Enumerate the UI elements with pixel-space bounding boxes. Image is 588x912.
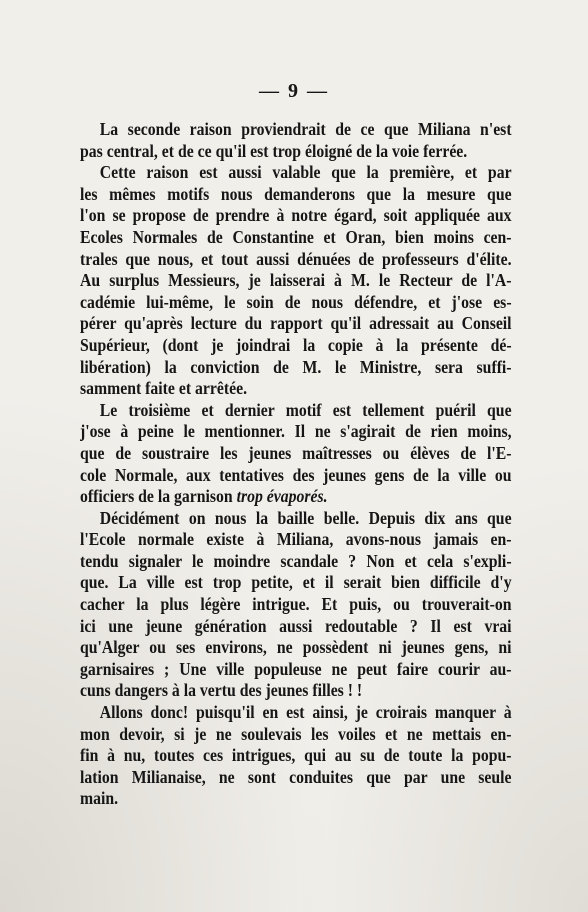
text-line-content: cole Normale, aux tentatives des jeunes gens de la ville ou: [80, 464, 512, 485]
text-line: [80, 702, 512, 724]
text-line-content: Décidément on nous la baille belle. Depuis dix ans que: [99, 507, 512, 528]
text-line-content: j'ose à peine le mentionner. Il ne s'agirait de rien moins,: [80, 421, 512, 442]
text-line-content: cacher la plus légère intrigue. Et puis, ou trouverait-on: [80, 594, 512, 615]
text-line-content: Cette raison est aussi valable que la première, et par: [99, 162, 512, 183]
text-line-content: officiers de la garnison: [80, 486, 233, 507]
text-line: [80, 767, 512, 789]
text-line-content: libération) la conviction de M. le Ministre, sera suffi-: [80, 356, 512, 377]
text-line: [80, 162, 512, 184]
text-line-content: l'Ecole normale existe à Miliana, avons-nous jamais en-: [80, 529, 512, 550]
text-line: [80, 594, 512, 616]
text-line-content: trales que nous, et tout aussi dénuées de professeurs d'élite.: [80, 248, 512, 269]
text-line: [80, 400, 512, 422]
text-line: [80, 270, 512, 292]
text-line: [80, 465, 512, 487]
text-line-content: l'on se propose de prendre à notre égard, soit appliquée aux: [80, 205, 512, 226]
text-line: [80, 529, 512, 551]
text-line-content: Allons donc! puisqu'il en est ainsi, je croirais manquer à: [99, 702, 512, 723]
text-line-content: Le troisième et dernier motif est tellement puéril que: [99, 399, 512, 420]
text-line: [80, 378, 512, 400]
text-line-content: pérer qu'après lecture du rapport qu'il adressait au Conseil: [80, 313, 512, 334]
text-line: [80, 551, 512, 573]
text-line: [80, 184, 512, 206]
text-line-content: pas central, et de ce qu'il est trop éloigné de la voie ferrée.: [80, 140, 468, 161]
text-line: [80, 637, 512, 659]
text-line-content: fin à nu, toutes ces intrigues, qui au su de toute la popu-: [80, 745, 512, 766]
text-line: [80, 292, 512, 314]
text-line-content: samment faite et arrêtée.: [80, 378, 248, 399]
text-line: [80, 724, 512, 746]
text-line: [80, 659, 512, 681]
text-line-content: main.: [80, 788, 119, 809]
page-number: — 9 —: [259, 80, 329, 102]
text-line-content: La seconde raison proviendrait de ce que Miliana n'est: [99, 119, 512, 139]
text-line: [80, 249, 512, 271]
text-line-content: les mêmes motifs nous demanderons que la mesure que: [80, 183, 512, 204]
text-line: [80, 508, 512, 530]
text-line: [80, 335, 512, 357]
text-line-content: tendu signaler le moindre scandale ? Non et cela s'expli-: [80, 550, 512, 571]
text-line-content: cuns dangers à la vertu des jeunes filles ! !: [80, 680, 363, 701]
text-line: [80, 421, 512, 443]
text-line: [80, 141, 512, 163]
text-line-content: qu'Alger ou ses environs, ne possèdent ni jeunes gens, ni: [80, 637, 512, 658]
text-line-content: Supérieur, (dont je joindrai la copie à la présente dé-: [80, 334, 512, 355]
text-line: [80, 119, 512, 141]
text-line-content: ici une jeune génération aussi redoutable ? Il est vrai: [80, 615, 512, 636]
body-text: [80, 119, 512, 810]
text-line: [80, 357, 512, 379]
text-line: [80, 227, 512, 249]
text-line: [80, 313, 512, 335]
text-line-content: que de soustraire les jeunes maîtresses ou élèves de l'E-: [80, 442, 512, 463]
text-line: [80, 680, 512, 702]
text-line-content: lation Milianaise, ne sont conduites que par une seule: [80, 766, 512, 787]
text-line: [80, 572, 512, 594]
text-line-content: cadémie lui-même, le soin de nous défendre, et j'ose es-: [80, 291, 512, 312]
italic-phrase: trop évaporés.: [236, 486, 328, 507]
text-line: [80, 788, 512, 810]
text-line: [80, 486, 512, 508]
text-line-content: Ecoles Normales de Constantine et Oran, bien moins cen-: [80, 226, 512, 247]
text-line-content: Au surplus Messieurs, je laisserai à M. le Recteur de l'A-: [80, 270, 512, 291]
text-line-content: mon devoir, si je ne soulevais les voiles et ne mettais en-: [80, 723, 512, 744]
text-line-content: que. La ville est trop petite, et il serait bien difficile d'y: [80, 572, 512, 593]
text-line: [80, 443, 512, 465]
text-line: [80, 616, 512, 638]
text-line: [80, 205, 512, 227]
text-line: [80, 745, 512, 767]
text-line-content: garnisaires ; Une ville populeuse ne peut faire courir au-: [80, 658, 512, 679]
